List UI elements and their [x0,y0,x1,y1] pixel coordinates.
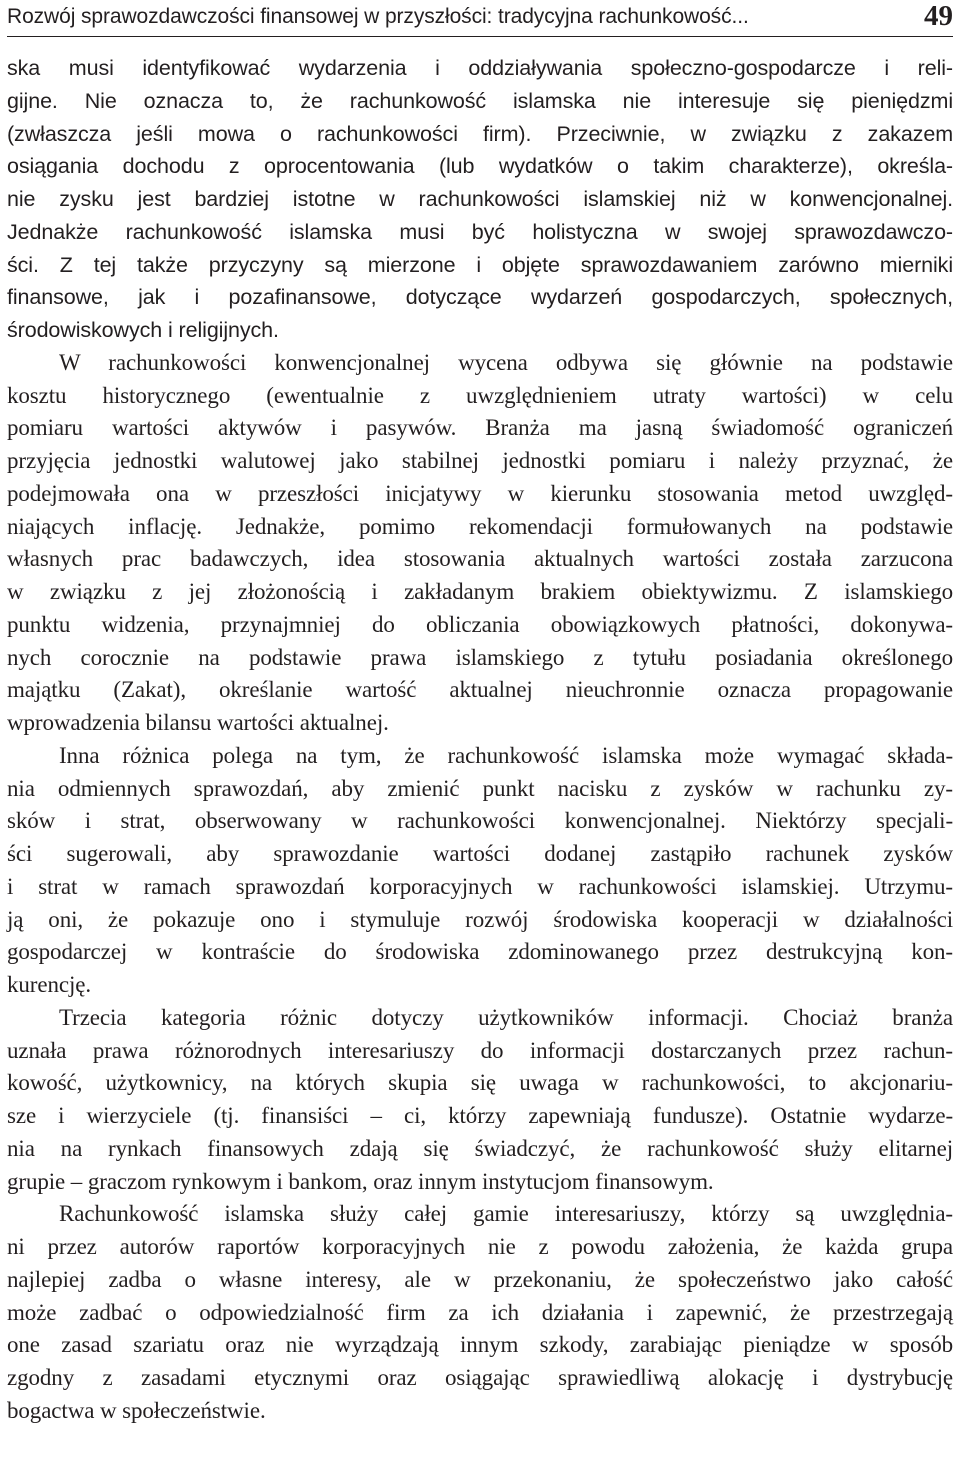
text-line: uznała prawa różnorodnych interesariuszy do informacji dostarczanych przez rachun- [7,1037,953,1063]
document-page [7,0,953,1423]
text-line: ni przez autorów raportów korporacyjnych nie z powodu założenia, że każda grupa [7,1234,953,1259]
text-line: nych corocznie na podstawie prawa islamskiego z tytułu posiadania określonego [7,644,953,670]
text-line: one zasad szariatu oraz nie wyrządzają innym szkody, zarabiając pieniądze w sposób [7,1332,953,1358]
text-line: w związku z jej złożonością i zakładanym brakiem obiektywizmu. Z islamskiego [7,579,953,604]
text-line: przyjęcia jednostki walutowej jako stabilnej jednostki pomiaru i należy przyznać, że [7,448,953,473]
paragraph [7,1002,953,1199]
text-line: sków i strat, obserwowany w rachunkowości konwencjonalnej. Niektórzy specjali- [7,808,953,834]
text-line: wprowadzenia bilansu wartości aktualnej. [7,710,389,735]
running-head [7,0,953,37]
text-line: zgodny z zasadami etycznymi oraz osiągając sprawiedliwą alokację i dystrybucję [7,1365,953,1390]
text-line: może zadbać o odpowiedzialność firm za ich działania i zapewnić, że przestrzegają [7,1299,953,1325]
text-line: ska musi identyfikować wydarzenia i oddziaływania społeczno-gospodarcze i reli- [7,56,953,80]
page-number: 49 [924,0,953,32]
body-text [7,52,953,1428]
text-line: pomiaru wartości aktywów i pasywów. Branża ma jasną świadomość ograniczeń [7,415,953,441]
text-line: Rachunkowość islamska służy całej gamie interesariuszy, którzy są uwzględnia- [59,1201,953,1227]
paragraph [7,52,953,347]
text-line: bogactwa w społeczeństwie. [7,1397,266,1423]
text-line: W rachunkowości konwencjonalnej wycena odbywa się głównie na podstawie [59,349,953,375]
text-line: środowiskowych i religijnych. [7,318,279,342]
text-line: Inna różnica polega na tym, że rachunkowość islamska może wymagać składa- [59,742,953,768]
text-line: ją oni, że pokazuje ono i stymuluje rozwój środowiska kooperacji w działalności [7,906,953,932]
text-line: najlepiej zadba o własne interesy, ale w przekonaniu, że społeczeństwo jako całość [7,1266,953,1292]
text-line: kurencję. [7,972,92,997]
text-line: Jednakże rachunkowość islamska musi być holistyczna w swojej sprawozdawczo- [7,219,953,244]
text-line: nia odmiennych sprawozdań, aby zmienić punkt nacisku z zysków w rachunku zy- [7,775,953,801]
text-line: finansowe, jak i pozafinansowe, dotyczące wydarzeń gospodarczych, społecznych, [7,285,953,310]
text-line: sze i wierzyciele (tj. finansiści – ci, którzy zapewniają fundusze). Ostatnie wydarze- [7,1103,953,1128]
text-line: gospodarczej w kontraście do środowiska zdominowanego przez destrukcyjną kon- [7,939,953,965]
text-line: osiągania dochodu z oprocentowania (lub wydatków o takim charakterze), określa- [7,154,953,179]
text-line: ści sugerowali, aby sprawozdanie wartości dodanej zastąpiło rachunek zysków [7,841,953,866]
text-line: ści. Z tej także przyczyny są mierzone i objęte sprawozdawaniem zarówno mierniki [7,252,953,277]
text-line: (zwłaszcza jeśli mowa o rachunkowości firm). Przeciwnie, w związku z zakazem [7,121,953,146]
text-line: grupie – graczom rynkowym i bankom, oraz innym instytucjom finansowym. [7,1168,714,1194]
text-line: kosztu historycznego (ewentualnie z uwzględnieniem utraty wartości) w celu [7,382,953,408]
text-line: majątku (Zakat), określanie wartość aktualnej nieuchronnie oznacza propagowanie [7,677,953,703]
text-line: niających inflację. Jednakże, pomimo rekomendacji formułowanych na podstawie [7,513,953,539]
text-line: własnych prac badawczych, idea stosowania aktualnych wartości została zarzucona [7,546,953,572]
text-line: podejmowała ona w przeszłości inicjatywy w kierunku stosowania metod uwzględ- [7,480,953,506]
text-line: kowość, użytkownicy, na których skupia się uwaga w rachunkowości, to akcjonariu- [7,1070,953,1096]
text-line: Trzecia kategoria różnic dotyczy użytkowników informacji. Chociaż branża [59,1004,953,1030]
text-line: i strat w ramach sprawozdań korporacyjnych w rachunkowości islamskiej. Utrzymu- [7,873,953,899]
text-line: gijne. Nie oznacza to, że rachunkowość islamska nie interesuje się pieniędzmi [7,88,953,113]
text-line: nie zysku jest bardziej istotne w rachunkowości islamskiej niż w konwencjonalnej. [7,187,953,211]
paragraph [7,1198,953,1427]
paragraph [7,347,953,740]
text-line: punktu widzenia, przynajmniej do obliczania obowiązkowych płatności, dokonywa- [7,611,953,637]
paragraph [7,740,953,1002]
running-title: Rozwój sprawozdawczości finansowej w przyszłości: tradycyjna rachunkowość... [7,5,749,28]
text-line: nia na rynkach finansowych zdają się świadczyć, że rachunkowość służy elitarnej [7,1135,953,1161]
